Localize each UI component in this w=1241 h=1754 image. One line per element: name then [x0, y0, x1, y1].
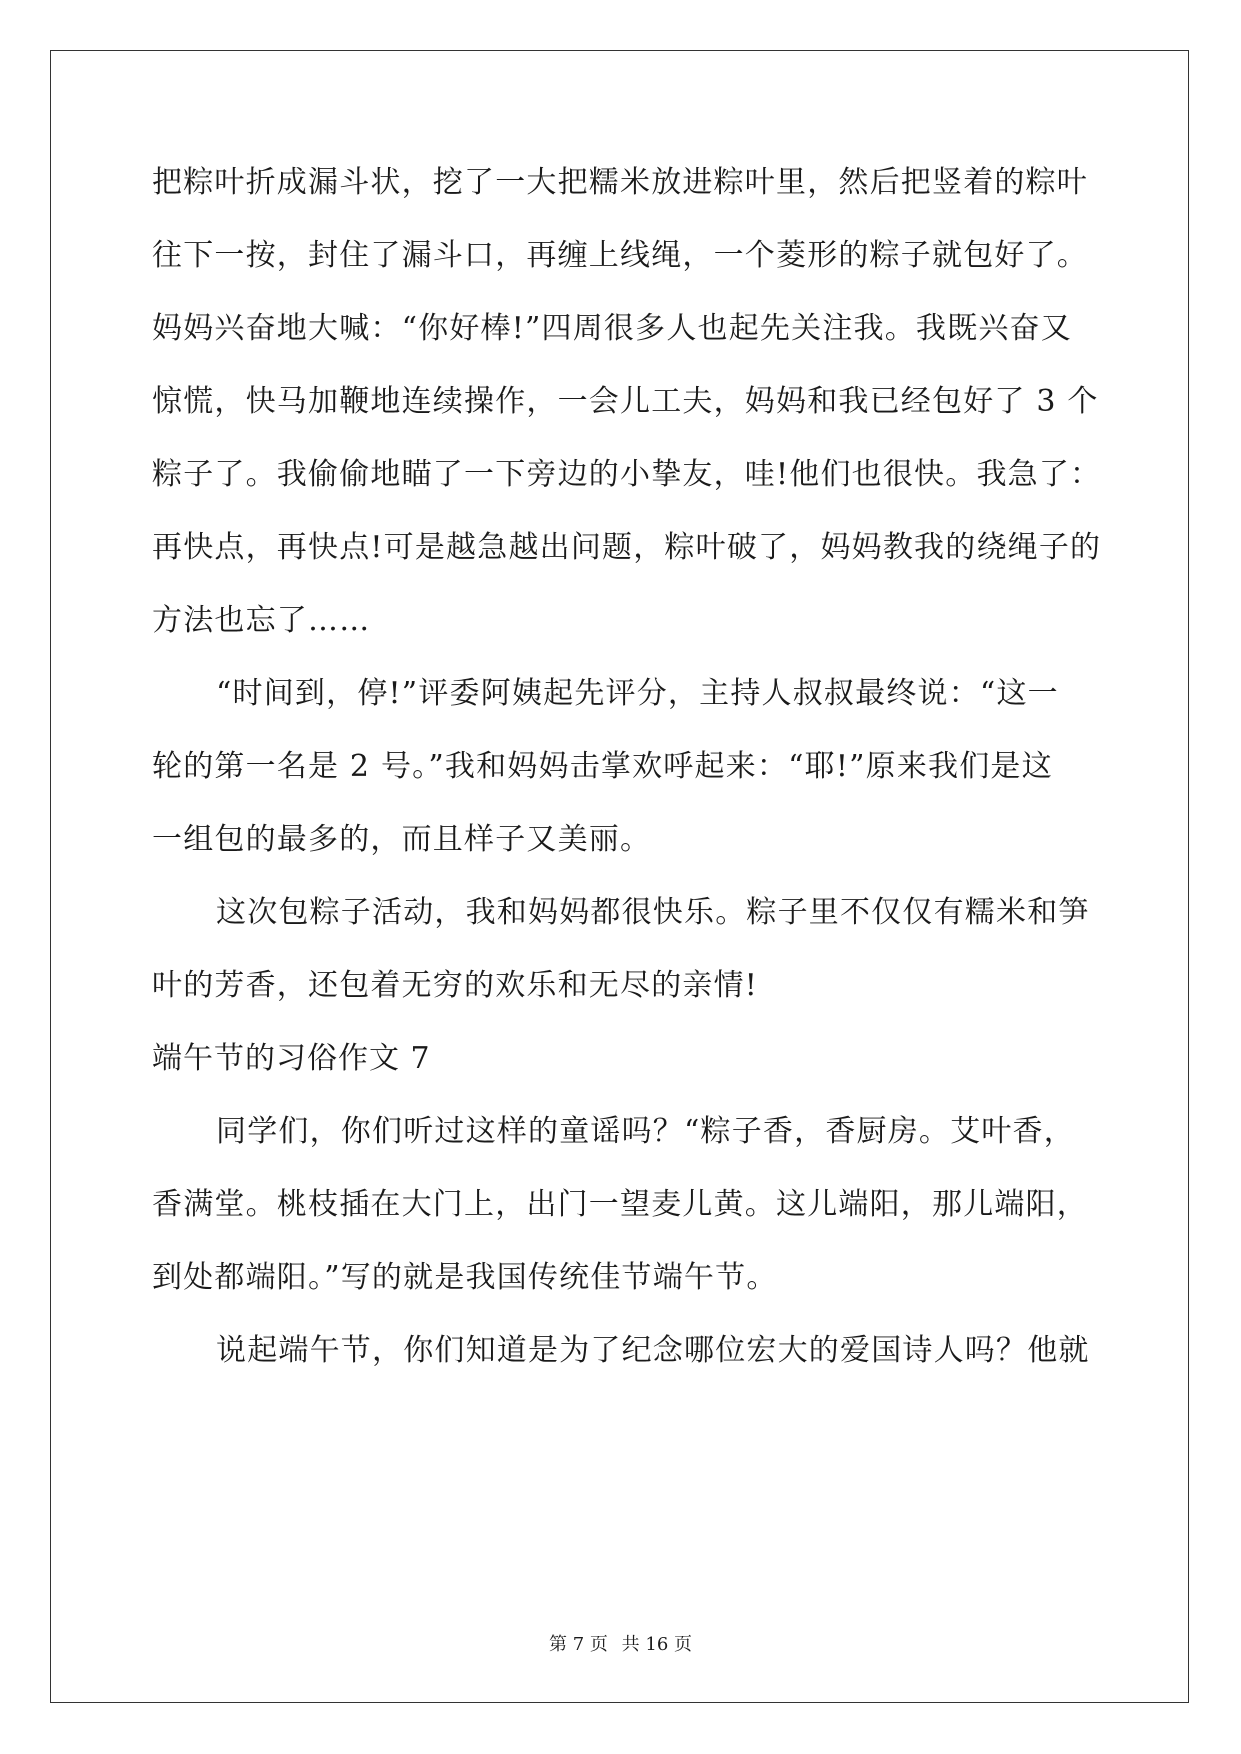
text-line: 一组包的最多的，而且样子又美丽。 [152, 822, 652, 857]
text-line: 粽子了。我偷偷地瞄了一下旁边的小挚友，哇!他们也很快。我急了： [152, 457, 1102, 492]
text-line: 往下一按，封住了漏斗口，再缠上线绳，一个菱形的粽子就包好了。 [152, 238, 1088, 273]
page-border [50, 50, 1189, 1703]
page-total: 共 16 页 [621, 1634, 692, 1655]
text-line: 到处都端阳。”写的就是我国传统佳节端午节。 [152, 1260, 778, 1295]
paragraph-start: 说起端午节，你们知道是为了纪念哪位宏大的爱国诗人吗？他就 [216, 1333, 1090, 1368]
text-line: 方法也忘了…… [152, 603, 371, 638]
text-line: 惊慌，快马加鞭地连续操作，一会儿工夫，妈妈和我已经包好了 3 个 [152, 384, 1099, 419]
page-number: 第 7 页 [549, 1634, 608, 1655]
page-footer [0, 1630, 1241, 1656]
text-line: 再快点，再快点!可是越急越出问题，粽叶破了，妈妈教我的绕绳子的 [152, 530, 1102, 565]
section-heading: 端午节的习俗作文 7 [152, 1041, 431, 1076]
text-line: 轮的第一名是 2 号。”我和妈妈击掌欢呼起来：“耶!”原来我们是这 [152, 749, 1053, 784]
paragraph-start: “时间到，停!”评委阿姨起先评分，主持人叔叔最终说：“这一 [216, 676, 1059, 711]
paragraph-start: 同学们，你们听过这样的童谣吗？“粽子香，香厨房。艾叶香， [216, 1114, 1075, 1149]
paragraph-start: 这次包粽子活动，我和妈妈都很快乐。粽子里不仅仅有糯米和笋 [216, 895, 1090, 930]
text-line: 把粽叶折成漏斗状，挖了一大把糯米放进粽叶里，然后把竖着的粽叶 [152, 165, 1088, 200]
text-line: 妈妈兴奋地大喊：“你好棒!”四周很多人也起先关注我。我既兴奋又 [152, 311, 1072, 346]
text-line: 香满堂。桃枝插在大门上，出门一望麦儿黄。这儿端阳，那儿端阳， [152, 1187, 1088, 1222]
text-line: 叶的芳香，还包着无穷的欢乐和无尽的亲情! [152, 968, 759, 1003]
